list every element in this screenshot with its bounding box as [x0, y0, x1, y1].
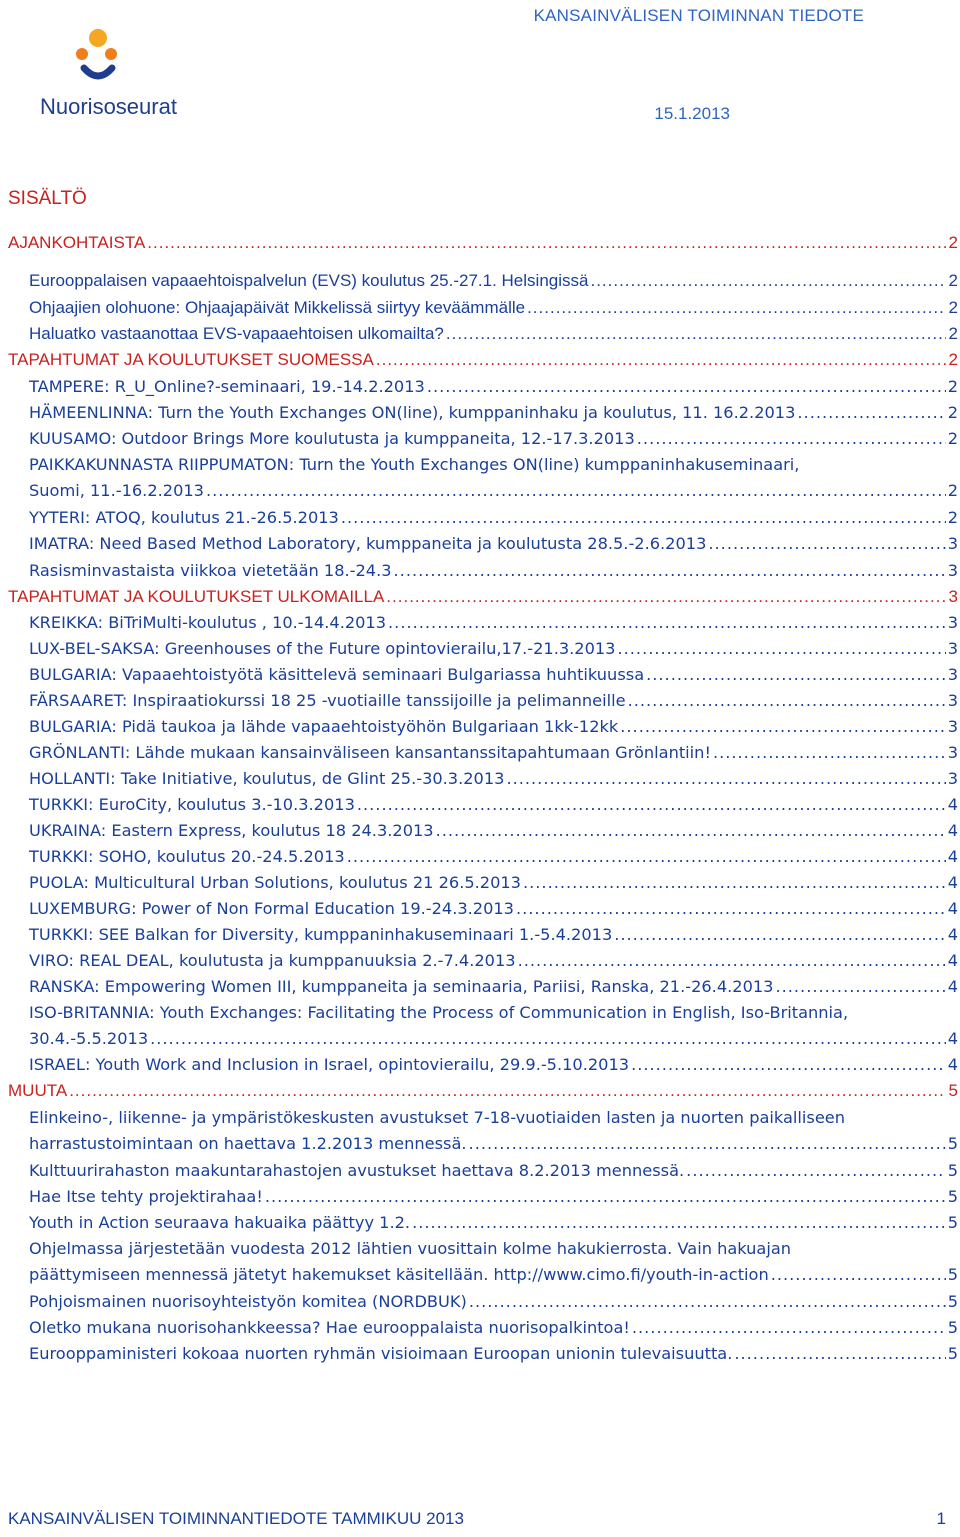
toc-entry-text: AJANKOHTAISTA	[8, 233, 146, 252]
toc-entry-page: 4	[947, 899, 958, 918]
toc-leader-dots	[620, 714, 945, 740]
toc-entry-page: 3	[947, 769, 958, 788]
footer-page-number: 1	[936, 1509, 946, 1528]
toc-entry-page: 4	[947, 1055, 958, 1074]
toc-entry[interactable]	[29, 610, 958, 636]
toc-entry-text: Rasisminvastaista viikkoa vietetään 18.-24.3	[29, 561, 392, 580]
toc-entry-text: TURKKI: SOHO, koulutus 20.-24.5.2013	[29, 847, 345, 866]
toc-leader-dots	[797, 400, 945, 426]
toc-entry[interactable]	[29, 1052, 958, 1078]
toc-entry-page: 5	[947, 1213, 958, 1232]
toc-entry[interactable]	[29, 922, 958, 948]
toc-entry-page: 3	[947, 613, 958, 632]
toc-entry-text: UKRAINA: Eastern Express, koulutus 18 24.3.2013	[29, 821, 434, 840]
toc-leader-dots	[516, 896, 946, 922]
toc-entry-text: FÄRSAARET: Inspiraatiokurssi 18 25 -vuotiaille tanssijoille ja pelimanneille	[29, 691, 626, 710]
toc-leader-dots	[631, 1052, 946, 1078]
toc-leader-dots	[469, 1289, 946, 1315]
toc-entry-page: 2	[948, 233, 958, 252]
toc-leader-dots	[394, 558, 946, 584]
toc-entry[interactable]	[8, 1078, 958, 1104]
toc-entry[interactable]	[29, 662, 958, 688]
toc-leader-dots	[357, 792, 946, 818]
toc-entry-text: Youth in Action seuraava hakuaika päättyy 1.2.	[29, 1213, 411, 1232]
toc-leader-dots	[150, 1026, 946, 1052]
toc-entry-page: 4	[947, 821, 958, 840]
toc-leader-dots	[206, 478, 946, 504]
toc-leader-dots	[376, 347, 946, 373]
toc-entry-text: ISO-BRITANNIA: Youth Exchanges: Facilitating the Process of Communication in English, Iso-Britannia,	[29, 1003, 849, 1022]
toc-leader-dots	[506, 766, 945, 792]
toc-leader-dots	[518, 948, 946, 974]
toc-entry[interactable]	[29, 1315, 958, 1341]
toc-entry[interactable]	[29, 844, 958, 870]
toc-leader-dots	[614, 922, 945, 948]
toc-entry-page: 4	[947, 925, 958, 944]
toc-entry-text: LUXEMBURG: Power of Non Formal Education 19.-24.3.2013	[29, 899, 514, 918]
toc-entry-text: MUUTA	[8, 1081, 68, 1100]
toc-leader-dots	[527, 295, 946, 321]
toc-leader-dots	[628, 688, 946, 714]
toc-entry-page: 3	[947, 743, 958, 762]
toc-leader-dots	[708, 531, 945, 557]
toc-entry-page: 3	[947, 561, 958, 580]
toc-entry[interactable]	[29, 321, 958, 347]
toc-entry-text: BULGARIA: Pidä taukoa ja lähde vapaaehtoistyöhön Bulgariaan 1kk-12kk	[29, 717, 619, 736]
svg-text:Nuorisoseurat: Nuorisoseurat	[40, 94, 177, 119]
toc-leader-dots	[427, 374, 946, 400]
toc-entry[interactable]	[29, 1158, 958, 1184]
toc-leader-dots	[446, 321, 946, 347]
toc-entry-page: 5	[948, 1081, 958, 1100]
toc-entry-text: TAPAHTUMAT JA KOULUTUKSET SUOMESSA	[8, 350, 374, 369]
toc-entry[interactable]	[29, 974, 958, 1000]
toc-entry-page: 3	[947, 717, 958, 736]
toc-entry-page: 2	[947, 403, 958, 422]
toc-leader-dots	[771, 1262, 946, 1288]
toc-entry[interactable]	[29, 1341, 958, 1367]
toc-entry[interactable]	[29, 1105, 958, 1157]
toc-entry[interactable]	[8, 584, 958, 610]
toc-entry[interactable]	[29, 558, 958, 584]
toc-entry-text-cont: Suomi, 11.-16.2.2013	[29, 481, 204, 500]
toc-entry-text: Eurooppalaisen vapaaehtoispalvelun (EVS) koulutus 25.-27.1. Helsingissä	[29, 271, 589, 290]
toc-leader-dots	[69, 1078, 946, 1104]
toc-entry-page: 5	[947, 1318, 958, 1337]
toc-entry-text: Haluatko vastaanottaa EVS-vapaaehtoisen ulkomailta?	[29, 324, 444, 343]
toc-entry[interactable]	[29, 792, 958, 818]
toc-entry[interactable]	[29, 452, 958, 504]
toc-entry-page: 5	[947, 1187, 958, 1206]
toc-leader-dots	[436, 818, 946, 844]
toc-entry-page: 5	[947, 1265, 958, 1284]
toc-leader-dots	[734, 1341, 945, 1367]
toc-entry-page: 4	[947, 977, 958, 996]
toc-entry[interactable]	[29, 400, 958, 426]
toc-entry[interactable]	[8, 230, 958, 256]
toc-entry-page: 2	[948, 350, 958, 369]
toc-entry[interactable]	[29, 374, 958, 400]
toc-entry-text: Ohjelmassa järjestetään vuodesta 2012 lähtien vuosittain kolme hakukierrosta. Vain hakuajan	[29, 1239, 792, 1258]
toc-entry-page: 2	[948, 271, 958, 290]
toc-entry-page: 3	[947, 639, 958, 658]
toc-entry-page: 5	[947, 1344, 958, 1363]
toc-entry[interactable]	[29, 948, 958, 974]
toc-entry[interactable]	[29, 1000, 958, 1052]
page-footer	[8, 1509, 946, 1529]
toc-entry-text: PUOLA: Multicultural Urban Solutions, koulutus 21 26.5.2013	[29, 873, 521, 892]
toc-entry-text: TURKKI: EuroCity, koulutus 3.-10.3.2013	[29, 795, 355, 814]
toc-entry-text: Kulttuurirahaston maakuntarahastojen avustukset haettava 8.2.2013 mennessä.	[29, 1161, 685, 1180]
toc-entry-text: Eurooppaministeri kokoaa nuorten ryhmän visioimaan Euroopan unionin tulevaisuutta.	[29, 1344, 733, 1363]
toc-entry-text: PAIKKAKUNNASTA RIIPPUMATON: Turn the Youth Exchanges ON(line) kumppaninhakuseminaari,	[29, 455, 800, 474]
toc-entry-page: 2	[947, 377, 958, 396]
toc-leader-dots	[632, 1315, 946, 1341]
toc-leader-dots	[686, 1158, 946, 1184]
toc-entry-page: 5	[947, 1292, 958, 1311]
toc-entry-page: 2	[948, 298, 958, 317]
toc-entry[interactable]	[29, 896, 958, 922]
toc-entry-text: TURKKI: SEE Balkan for Diversity, kumppaninhakuseminaari 1.-5.4.2013	[29, 925, 613, 944]
toc-leader-dots	[412, 1210, 946, 1236]
toc-entry[interactable]	[29, 1184, 958, 1210]
toc-entry[interactable]	[29, 268, 958, 294]
toc-entry-page: 3	[947, 691, 958, 710]
toc-entry[interactable]	[8, 347, 958, 373]
toc-entry-text: Pohjoismainen nuorisoyhteistyön komitea (NORDBUK)	[29, 1292, 467, 1311]
toc-entry-text: TAMPERE: R_U_Online?-seminaari, 19.-14.2.2013	[29, 377, 425, 396]
toc-entry-page: 4	[947, 847, 958, 866]
toc-entry-text: KUUSAMO: Outdoor Brings More koulutusta ja kumppaneita, 12.-17.3.2013	[29, 429, 635, 448]
toc-entry-text: KREIKKA: BiTriMulti-koulutus , 10.-14.4.2013	[29, 613, 387, 632]
toc-entry-text: HÄMEENLINNA: Turn the Youth Exchanges ON(line), kumppaninhaku ja koulutus, 11. 16.2.2013	[29, 403, 796, 422]
toc-heading: SISÄLTÖ	[8, 188, 87, 209]
toc-leader-dots	[386, 584, 946, 610]
toc-entry-page: 3	[947, 665, 958, 684]
toc-entry-text: Elinkeino-, liikenne- ja ympäristökeskusten avustukset 7-18-vuotiaiden lasten ja nuorten paikalliseen	[29, 1108, 846, 1127]
toc-entry[interactable]	[29, 505, 958, 531]
toc-entry-text: LUX-BEL-SAKSA: Greenhouses of the Future opintovierailu,17.-21.3.2013	[29, 639, 616, 658]
toc-entry[interactable]	[29, 766, 958, 792]
toc-entry-text: Oletko mukana nuorisohankkeessa? Hae eurooppalaista nuorisopalkintoa!	[29, 1318, 630, 1337]
toc-leader-dots	[265, 1184, 946, 1210]
toc-leader-dots	[147, 230, 946, 256]
toc-entry-page: 3	[947, 534, 958, 553]
toc-entry-text-cont: päättymiseen mennessä jätetyt hakemukset käsitellään. http://www.cimo.fi/youth-in-action	[29, 1265, 769, 1284]
toc-entry-text: IMATRA: Need Based Method Laboratory, kumppaneita ja koulutusta 28.5.-2.6.2013	[29, 534, 707, 553]
toc-entry-page: 2	[947, 481, 958, 500]
toc-entry[interactable]	[29, 426, 958, 452]
toc-entry[interactable]	[29, 636, 958, 662]
toc-leader-dots	[590, 268, 946, 294]
toc-entry-page: 4	[947, 1029, 958, 1048]
header-date: 15.1.2013	[654, 104, 730, 123]
toc-entry[interactable]	[29, 295, 958, 321]
toc-entry[interactable]	[29, 1210, 958, 1236]
toc-entry[interactable]	[29, 1236, 958, 1288]
toc-leader-dots	[617, 636, 945, 662]
toc-entry[interactable]	[29, 1289, 958, 1315]
toc-entry-page: 2	[948, 324, 958, 343]
toc-entry-page: 3	[948, 587, 958, 606]
toc-leader-dots	[775, 974, 945, 1000]
toc-entry-page: 4	[947, 795, 958, 814]
toc-leader-dots	[388, 610, 946, 636]
toc-entry-text: HOLLANTI: Take Initiative, koulutus, de Glint 25.-30.3.2013	[29, 769, 505, 788]
toc-leader-dots	[469, 1131, 946, 1157]
header-title: KANSAINVÄLISEN TOIMINNAN TIEDOTE	[533, 6, 864, 25]
toc-entry-text: Hae Itse tehty projektirahaa!	[29, 1187, 263, 1206]
toc-leader-dots	[713, 740, 946, 766]
toc-entry[interactable]	[29, 531, 958, 557]
toc-entry-text-cont: harrastustoimintaan on haettava 1.2.2013 mennessä.	[29, 1134, 467, 1153]
toc-entry-text: RANSKA: Empowering Women III, kumppaneita ja seminaaria, Pariisi, Ranska, 21.-26.4.2013	[29, 977, 774, 996]
toc-leader-dots	[347, 844, 946, 870]
toc-entry-text: Ohjaajien olohuone: Ohjaajapäivät Mikkelissä siirtyy keväämmälle	[29, 298, 526, 317]
footer-text: KANSAINVÄLISEN TOIMINNANTIEDOTE TAMMIKUU 2013	[8, 1509, 464, 1528]
toc-leader-dots	[637, 426, 946, 452]
toc-leader-dots	[646, 662, 946, 688]
nuorisoseurat-logo	[38, 28, 188, 128]
toc-entry-page: 5	[947, 1161, 958, 1180]
toc-entry[interactable]	[29, 714, 958, 740]
toc-entry-text: TAPAHTUMAT JA KOULUTUKSET ULKOMAILLA	[8, 587, 385, 606]
toc-entry[interactable]	[29, 688, 958, 714]
toc-leader-dots	[523, 870, 946, 896]
toc-entry[interactable]	[29, 740, 958, 766]
toc-entry-text-cont: 30.4.-5.5.2013	[29, 1029, 149, 1048]
toc-entry-page: 4	[947, 951, 958, 970]
toc-entry-text: VIRO: REAL DEAL, koulutusta ja kumppanuuksia 2.-7.4.2013	[29, 951, 516, 970]
toc-entry-page: 2	[947, 429, 958, 448]
toc-entry-text: YYTERI: ATOQ, koulutus 21.-26.5.2013	[29, 508, 339, 527]
toc-entry-text: ISRAEL: Youth Work and Inclusion in Israel, opintovierailu, 29.9.-5.10.2013	[29, 1055, 630, 1074]
toc-entry-text: GRÖNLANTI: Lähde mukaan kansainväliseen kansantanssitapahtumaan Grönlantiin!	[29, 743, 711, 762]
toc-entry-page: 2	[947, 508, 958, 527]
toc-entry[interactable]	[29, 870, 958, 896]
toc-entry-text: BULGARIA: Vapaaehtoistyötä käsittelevä seminaari Bulgariassa huhtikuussa	[29, 665, 645, 684]
toc-entry-page: 4	[947, 873, 958, 892]
toc-entry-page: 5	[947, 1134, 958, 1153]
toc-entry[interactable]	[29, 818, 958, 844]
toc-leader-dots	[341, 505, 946, 531]
